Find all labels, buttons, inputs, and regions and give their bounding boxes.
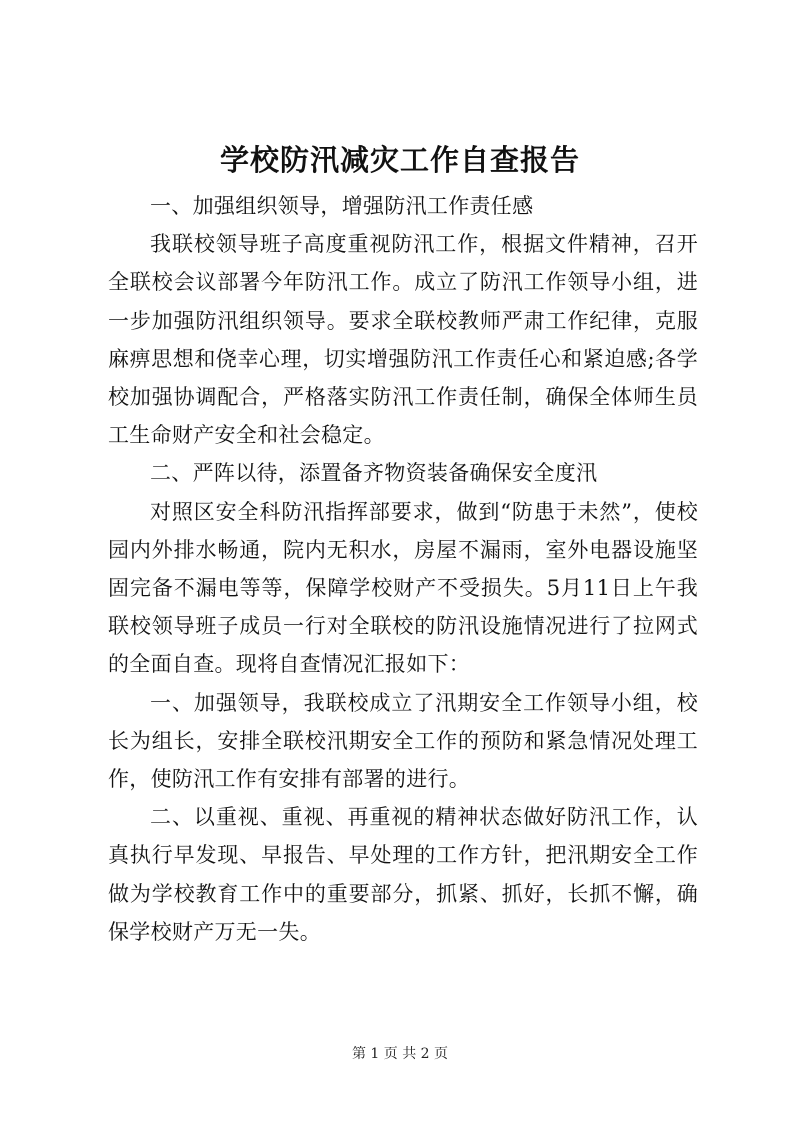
section-heading-2: 二、严阵以待，添置备齐物资装备确保安全度汛 xyxy=(150,461,598,486)
paragraph-1: 我联校领导班子高度重视防汛工作，根据文件精神，召开全联校会议部署今年防汛工作。成立了防汛工作领导小组，进一步加强防汛组织领导。要求全联校教师严肃工作纪律，克服麻痹思想和侥幸心理，切实增强防汛工作责任心和紧迫感;各学校加强协调配合，严格落实防汛工作责任制，确保全体师生员工生命财产安全和社会稳定。 xyxy=(108,232,698,448)
document-body xyxy=(108,187,698,951)
paragraph-3: 一、加强领导，我联校成立了汛期安全工作领导小组，校长为组长，安排全联校汛期安全工作的预防和紧急情况处理工作，使防汛工作有安排有部署的进行。 xyxy=(108,690,698,792)
paragraph-4: 二、以重视、重视、再重视的精神状态做好防汛工作，认真执行早发现、早报告、早处理的工作方针，把汛期安全工作做为学校教育工作中的重要部分，抓紧、抓好，长抓不懈，确保学校财产万无一失。 xyxy=(108,805,698,944)
page-footer: 第 1 页 共 2 页 xyxy=(351,1046,449,1062)
document-title: 学校防汛减灾工作自查报告 xyxy=(219,143,580,177)
paragraph-2: 对照区安全科防汛指挥部要求，做到“防患于未然”，使校园内外排水畅通，院内无积水，房屋不漏雨，室外电器设施坚固完备不漏电等等，保障学校财产不受损失。5月11日上午我联校领导班子成员一行对全联校的防汛设施情况进行了拉网式的全面自查。现将自查情况汇报如下： xyxy=(108,499,698,677)
section-heading-1: 一、加强组织领导，增强防汛工作责任感 xyxy=(150,194,534,218)
